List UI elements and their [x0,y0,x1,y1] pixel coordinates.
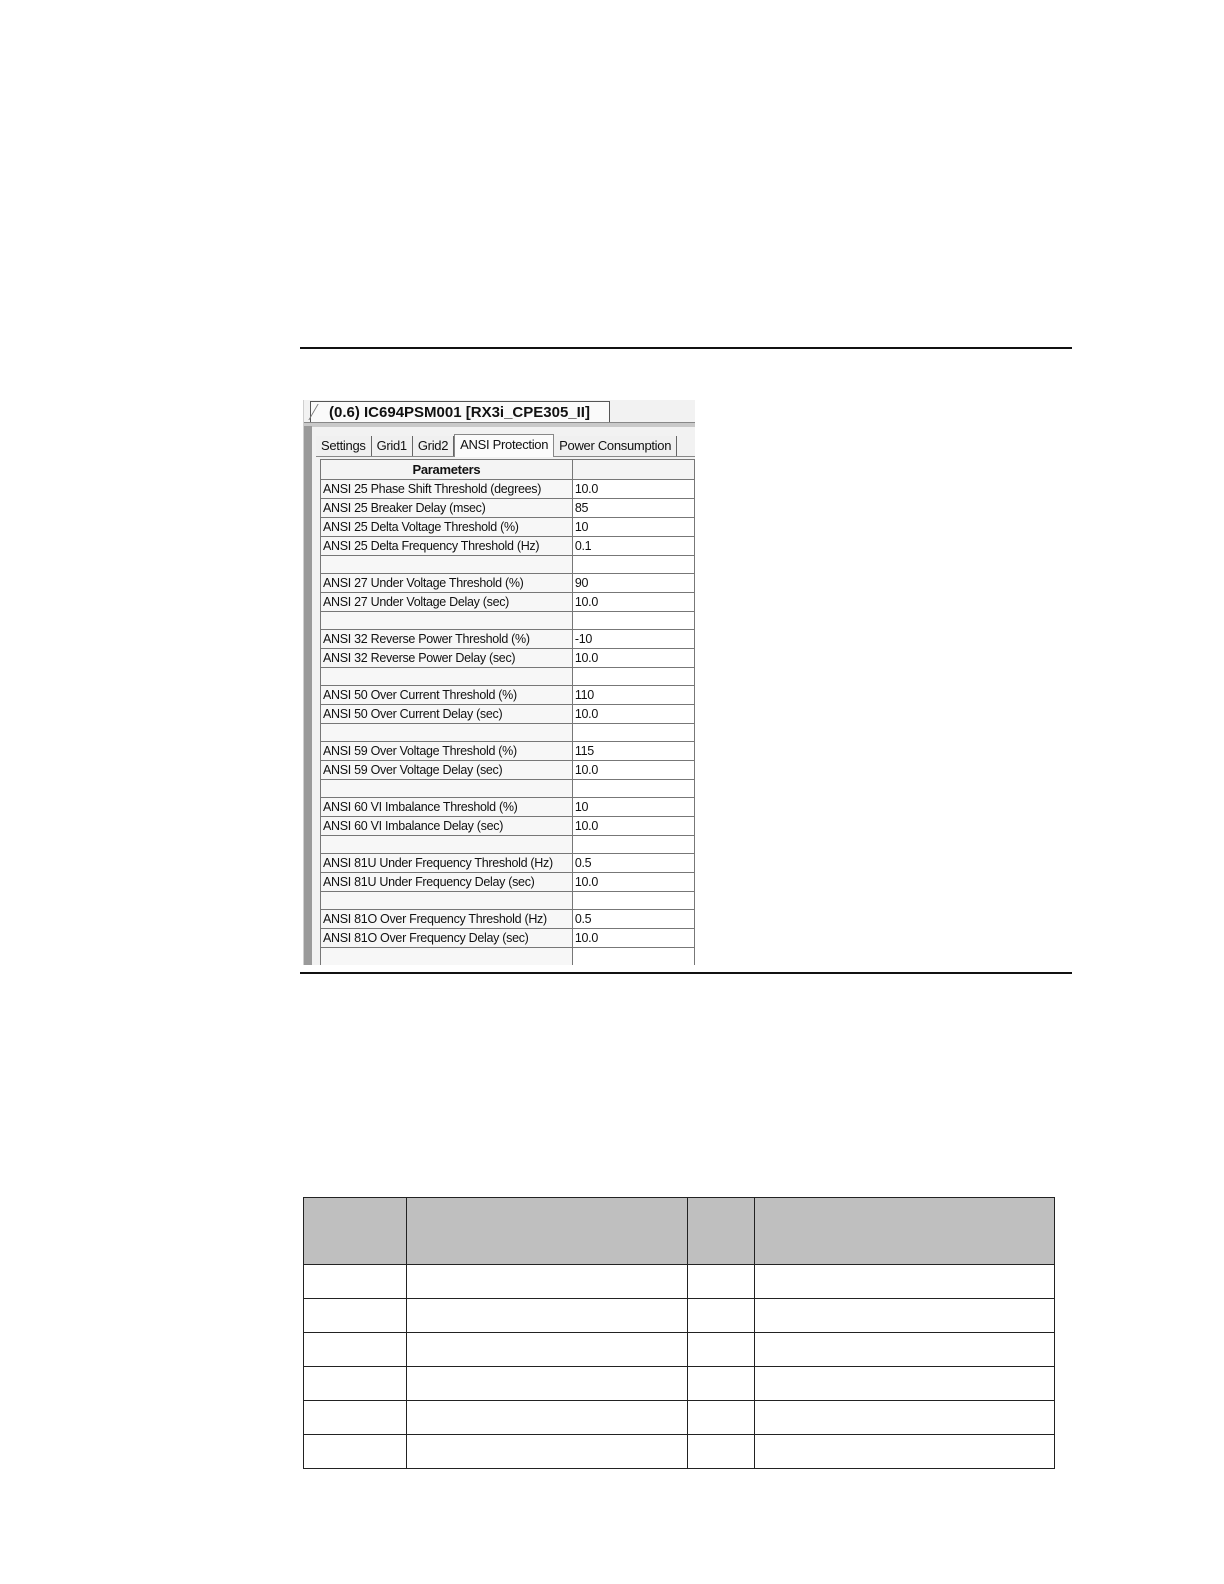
table-cell [406,1333,688,1367]
parameter-value-cell[interactable] [572,612,694,630]
tab-settings[interactable]: Settings [316,436,372,456]
parameter-value-cell[interactable]: 10.0 [572,705,694,724]
parameter-value-cell[interactable]: 10.0 [572,929,694,948]
table-cell [755,1367,1055,1401]
table-cell [688,1265,755,1299]
table-cell [406,1265,688,1299]
table-cell [304,1401,407,1435]
parameter-value-cell[interactable]: 110 [572,686,694,705]
header-cell [688,1198,755,1265]
parameter-value-cell[interactable]: 10 [572,798,694,817]
table-cell [406,1367,688,1401]
parameter-value-cell[interactable]: 10.0 [572,480,694,499]
table-row [321,593,695,612]
parameter-name-cell [321,612,573,630]
parameter-name-cell [321,948,573,966]
tab-ansi-protection[interactable]: ANSI Protection [454,434,554,457]
table-cell [406,1435,688,1469]
table-row [321,873,695,892]
parameter-name-cell: ANSI 59 Over Voltage Delay (sec) [321,761,573,780]
parameter-name-cell [321,892,573,910]
table-cell [688,1333,755,1367]
table-cell [406,1401,688,1435]
header-cell [755,1198,1055,1265]
parameter-value-cell[interactable]: -10 [572,630,694,649]
parameter-name-cell: ANSI 50 Over Current Delay (sec) [321,705,573,724]
table-row [321,537,695,556]
parameter-value-cell[interactable]: 10 [572,518,694,537]
table-cell [304,1435,407,1469]
table-cell [304,1367,407,1401]
tab-grid1[interactable]: Grid1 [372,436,413,456]
tab-power-consumption[interactable]: Power Consumption [554,436,677,456]
table-row [321,705,695,724]
config-window-screenshot [303,400,695,965]
parameters-header: Parameters [321,460,573,480]
grid-body [321,480,695,966]
table-row [321,761,695,780]
table-cell [688,1299,755,1333]
parameter-value-cell[interactable] [572,780,694,798]
table-row [321,798,695,817]
parameter-value-cell[interactable]: 10.0 [572,873,694,892]
parameter-value-cell[interactable] [572,668,694,686]
parameter-name-cell: ANSI 81U Under Frequency Delay (sec) [321,873,573,892]
parameter-value-cell[interactable] [572,836,694,854]
parameter-value-cell[interactable]: 10.0 [572,593,694,612]
parameter-name-cell [321,556,573,574]
parameter-name-cell: ANSI 25 Delta Frequency Threshold (Hz) [321,537,573,556]
parameter-value-cell[interactable] [572,556,694,574]
table-cell [406,1299,688,1333]
parameter-name-cell: ANSI 81U Under Frequency Threshold (Hz) [321,854,573,873]
header-cell [304,1198,407,1265]
parameter-name-cell: ANSI 50 Over Current Threshold (%) [321,686,573,705]
table-row [321,892,695,910]
parameters-grid [320,459,695,965]
table-row [321,668,695,686]
parameter-value-cell[interactable] [572,892,694,910]
parameter-name-cell: ANSI 81O Over Frequency Delay (sec) [321,929,573,948]
window-title-tab[interactable] [310,401,610,422]
table-row [321,574,695,593]
header-cell [406,1198,688,1265]
table-cell [688,1435,755,1469]
parameter-name-cell: ANSI 32 Reverse Power Threshold (%) [321,630,573,649]
parameter-value-cell[interactable] [572,724,694,742]
blank-table [303,1197,1055,1469]
table-row [321,910,695,929]
parameter-name-cell [321,668,573,686]
parameter-name-cell: ANSI 25 Breaker Delay (msec) [321,499,573,518]
parameter-value-cell[interactable]: 85 [572,499,694,518]
table-row [321,686,695,705]
parameter-name-cell: ANSI 27 Under Voltage Delay (sec) [321,593,573,612]
table-cell [304,1333,407,1367]
grid-header-row [321,460,695,480]
table-row [321,929,695,948]
table-row [321,780,695,798]
table-row [304,1435,1055,1469]
parameter-value-cell[interactable]: 0.5 [572,910,694,929]
table-row [304,1401,1055,1435]
parameter-name-cell: ANSI 25 Phase Shift Threshold (degrees) [321,480,573,499]
table-cell [755,1265,1055,1299]
table-row [321,724,695,742]
table-row [321,854,695,873]
table-cell [755,1299,1055,1333]
parameter-name-cell [321,780,573,798]
table-row [304,1299,1055,1333]
parameter-value-cell[interactable]: 115 [572,742,694,761]
table-row [321,612,695,630]
left-frame-bar [304,426,312,965]
tab-grid2[interactable]: Grid2 [413,436,454,456]
parameter-name-cell: ANSI 81O Over Frequency Threshold (Hz) [321,910,573,929]
table-row [321,630,695,649]
parameter-value-cell[interactable]: 10.0 [572,761,694,780]
table-row [321,817,695,836]
parameter-value-cell[interactable]: 0.1 [572,537,694,556]
title-strip [304,422,695,427]
table-cell [688,1401,755,1435]
table-row [321,649,695,668]
parameter-value-cell[interactable]: 10.0 [572,817,694,836]
table-row [321,480,695,499]
parameter-name-cell: ANSI 59 Over Voltage Threshold (%) [321,742,573,761]
parameter-value-cell[interactable]: 10.0 [572,649,694,668]
table-row [321,518,695,537]
table-cell [755,1401,1055,1435]
parameter-name-cell [321,836,573,854]
parameter-value-cell[interactable]: 0.5 [572,854,694,873]
bottom-rule [300,972,1072,974]
table-cell [755,1333,1055,1367]
table-row [304,1265,1055,1299]
top-rule [300,347,1072,349]
tab-bar [316,434,695,457]
table-cell [304,1265,407,1299]
table-cell [755,1435,1055,1469]
table-row [321,948,695,966]
table-row [321,742,695,761]
table-cell [304,1299,407,1333]
table-row [304,1333,1055,1367]
table-row [321,556,695,574]
parameter-name-cell: ANSI 60 VI Imbalance Delay (sec) [321,817,573,836]
parameter-name-cell: ANSI 25 Delta Voltage Threshold (%) [321,518,573,537]
parameter-name-cell: ANSI 32 Reverse Power Delay (sec) [321,649,573,668]
parameter-name-cell [321,724,573,742]
table-row [321,836,695,854]
blank-table-header [304,1198,1055,1265]
parameter-name-cell: ANSI 60 VI Imbalance Threshold (%) [321,798,573,817]
table-cell [688,1367,755,1401]
parameter-value-cell[interactable]: 90 [572,574,694,593]
value-header [572,460,694,480]
table-row [304,1367,1055,1401]
parameter-name-cell: ANSI 27 Under Voltage Threshold (%) [321,574,573,593]
table-row [321,499,695,518]
parameter-value-cell[interactable] [572,948,694,966]
window-title: (0.6) IC694PSM001 [RX3i_CPE305_II] [329,404,590,421]
